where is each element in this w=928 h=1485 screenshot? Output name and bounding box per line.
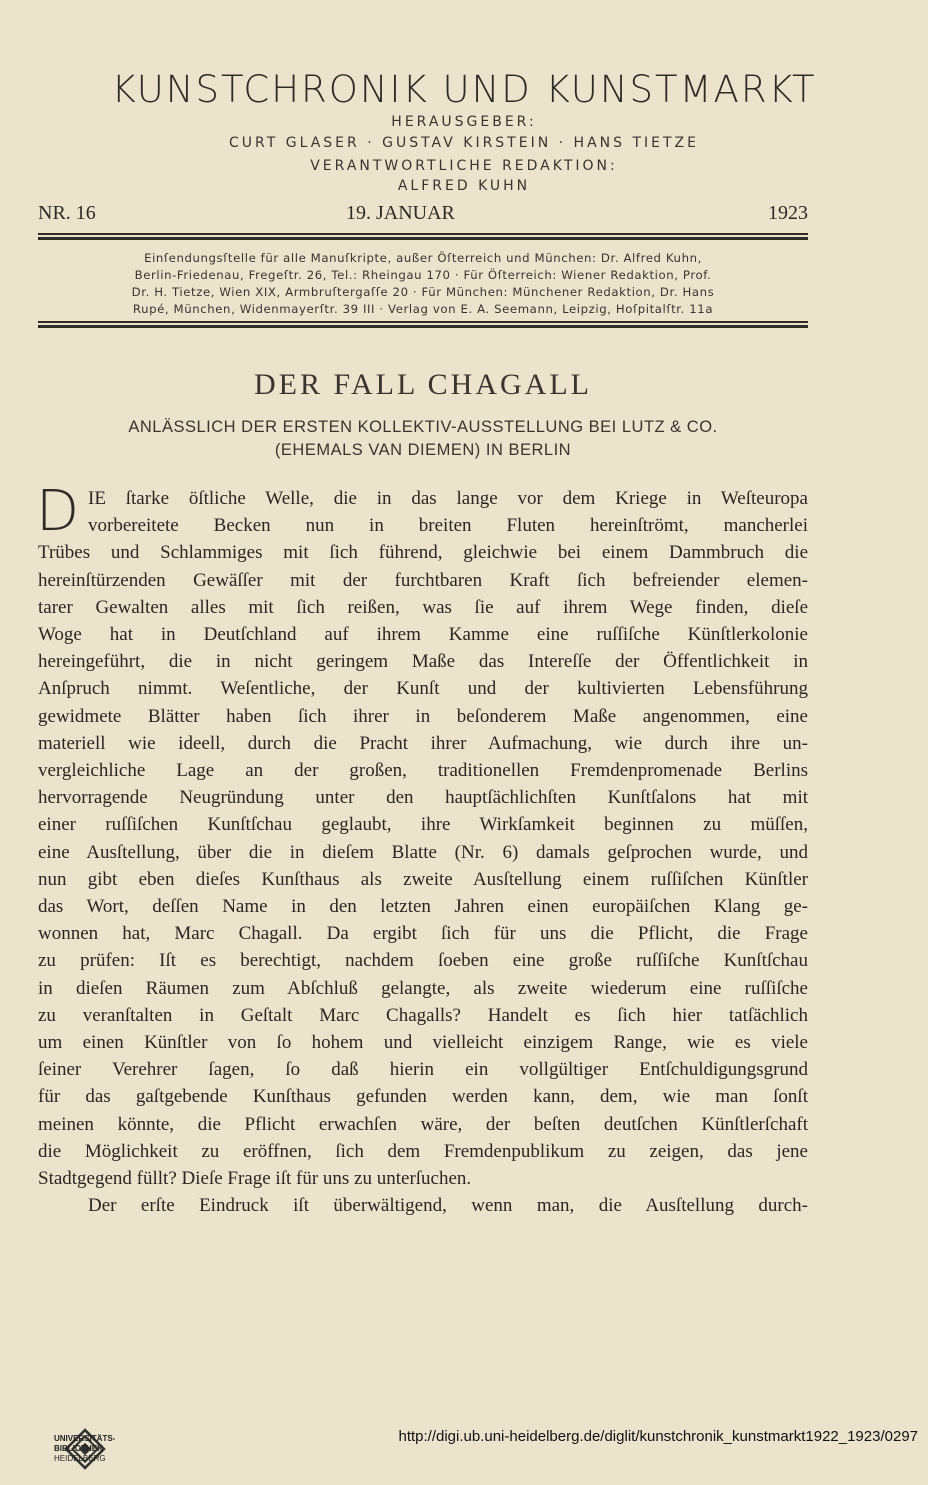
article-subtitle-line-2: (EHEMALS VAN DIEMEN) IN BERLIN bbox=[274, 441, 572, 459]
article-text-line: Woge hat in Deutſchland auf ihrem Kamme eine ruſſiſche Künſtlerkolonie bbox=[38, 624, 808, 645]
editorial-label: VERANTWORTLICHE REDAKTION: bbox=[310, 158, 618, 174]
drop-cap: D bbox=[36, 479, 80, 544]
article-text-line: wonnen hat, Marc Chagall. Da ergibt ſich für uns die Pflicht, die Frage bbox=[38, 923, 808, 945]
article-text-line: zu veranſtalten in Geſtalt Marc Chagalls? Handelt es ſich hier tatſächlich bbox=[38, 1004, 808, 1026]
issue-info-row bbox=[38, 202, 808, 228]
article-title: DER FALL CHAGALL bbox=[254, 368, 592, 401]
header-rule-thin bbox=[38, 233, 808, 235]
library-logo-text bbox=[54, 1434, 115, 1464]
notice-line: Rupé, München, Widenmayerſtr. 39 III · Verlag von E. A. Seemann, Leipzig, Hoſpitalſtr. 11a bbox=[132, 302, 714, 316]
article-text-line: hereingeführt, die in nicht geringem Maße das Intereſſe der Öffentlichkeit in bbox=[38, 651, 808, 673]
article-text-line: vergleichliche Lage an der großen, traditionellen Fremdenpromenade Berlins bbox=[38, 760, 808, 781]
article-text-line: meinen könnte, die Pflicht erwachſen wäre, der beſten deutſchen Künſtlerſchaft bbox=[38, 1113, 808, 1135]
article-text-line: die Möglichkeit zu eröffnen, ſich dem Fremdenpublikum zu zeigen, das jene bbox=[38, 1140, 808, 1162]
masthead-title: KUNSTCHRONIK UND KUNSTMARKT bbox=[111, 68, 817, 111]
article-text-line: materiell wie ideell, durch die Pracht ihrer Aufmachung, wie durch ihre un- bbox=[38, 732, 808, 754]
issue-date: 19. JANUAR bbox=[346, 202, 455, 224]
article-text-line: gewidmete Blätter haben ſich ihrer in beſonderem Maße angenommen, eine bbox=[38, 705, 808, 727]
article-text-line: hereinſtürzenden Gewäſſer mit der furchtbaren Kraft ſich befreiender elemen- bbox=[38, 569, 808, 591]
issue-year: 1923 bbox=[768, 202, 808, 224]
article-text-line: IE ſtarke öſtliche Welle, die in das lange vor dem Kriege in Weſteuropa bbox=[88, 488, 808, 509]
article-text-line: für das gaſtgebende Kunſthaus gefunden werden kann, dem, wie man ſonſt bbox=[38, 1086, 808, 1108]
editor-in-chief: ALFRED KUHN bbox=[397, 178, 531, 194]
notice-line: Berlin-Friedenau, Fregeſtr. 26, Tel.: Rheingau 170 · Für Öſterreich: Wiener Redaktion, Prof. bbox=[134, 268, 712, 282]
article-text-line: Stadtgegend füllt? Dieſe Frage iſt für uns zu unterſuchen. bbox=[38, 1168, 472, 1189]
issue-number: NR. 16 bbox=[38, 202, 96, 224]
logo-line-3: HEIDELBERG bbox=[54, 1454, 106, 1463]
logo-line-1: UNIVERSITÄTS- bbox=[54, 1434, 116, 1443]
article-text-line: Der erſte Eindruck iſt überwältigend, wenn man, die Ausſtellung durch- bbox=[88, 1195, 808, 1217]
article-text-line: Trübes und Schlammiges mit ſich führend, gleichwie bei einem Dammbruch die bbox=[38, 542, 808, 564]
article-text-line: tarer Gewalten alles mit ſich reißen, was ſie auf ihrem Wege finden, dieſe bbox=[38, 596, 808, 618]
article-text-line: hervorragende Neugründung unter den hauptſächlichſten Kunſtſalons hat mit bbox=[38, 787, 808, 809]
header-rule-thick bbox=[38, 237, 808, 240]
notice-line: Einſendungsſtelle für alle Manuſkripte, außer Öſterreich und München: Dr. Alfred Kuhn, bbox=[144, 251, 702, 265]
logo-line-2: BIBLIOTHEK bbox=[54, 1444, 103, 1453]
article-text-line: vorbereitete Becken nun in breiten Fluten hereinſtrömt, mancherlei bbox=[88, 515, 808, 537]
editors-label: HERAUSGEBER: bbox=[391, 114, 537, 130]
article-text-line: nun gibt eben dieſes Kunſthaus als zweite Ausſtellung einem ruſſiſchen Künſtler bbox=[38, 868, 808, 890]
article-text-line: um einen Künſtler von ſo hohem und vielleicht einzigem Range, wie es viele bbox=[38, 1032, 808, 1053]
article-text-line: in dieſen Räumen zum Abſchluß gelangte, als zweite wiederum eine ruſſiſche bbox=[38, 977, 808, 999]
article-text-line: einer ruſſiſchen Kunſtſchau geglaubt, ihre Wirkſamkeit beginnen zu müſſen, bbox=[38, 814, 808, 836]
article-text-line: Anſpruch nimmt. Weſentliche, der Kunſt und der kultivierten Lebensführung bbox=[38, 678, 808, 700]
notice-rule-thin bbox=[38, 321, 808, 323]
article-text-line: ſeiner Verehrer ſagen, ſo daß hierin ein vollgültiger Entſchuldigungsgrund bbox=[38, 1059, 808, 1081]
article-text-line: eine Ausſtellung, über die in dieſem Blatte (Nr. 6) damals geſprochen wurde, und bbox=[38, 841, 808, 863]
article-text-line: das Wort, deſſen Name in den letzten Jahren einen europäiſchen Klang ge- bbox=[38, 896, 808, 917]
editors-names: CURT GLASER · GUSTAV KIRSTEIN · HANS TIETZE bbox=[229, 135, 699, 151]
article-text-line: zu prüfen: Iſt es berechtigt, nachdem ſoeben eine große ruſſiſche Kunſtſchau bbox=[38, 950, 808, 972]
article-subtitle-line-1: ANLÄSSLICH DER ERSTEN KOLLEKTIV-AUSSTELLUNG BEI LUTZ & CO. bbox=[128, 418, 718, 436]
source-url-link[interactable]: http://digi.ub.uni-heidelberg.de/diglit/kunstchronik_kunstmarkt1922_1923/0297 bbox=[398, 1428, 918, 1445]
notice-rule-thick bbox=[38, 325, 808, 328]
notice-line: Dr. H. Tietze, Wien XIX, Armbruſtergaſſe 20 · Für München: Münchener Redaktion, Dr. Hans bbox=[131, 285, 715, 299]
